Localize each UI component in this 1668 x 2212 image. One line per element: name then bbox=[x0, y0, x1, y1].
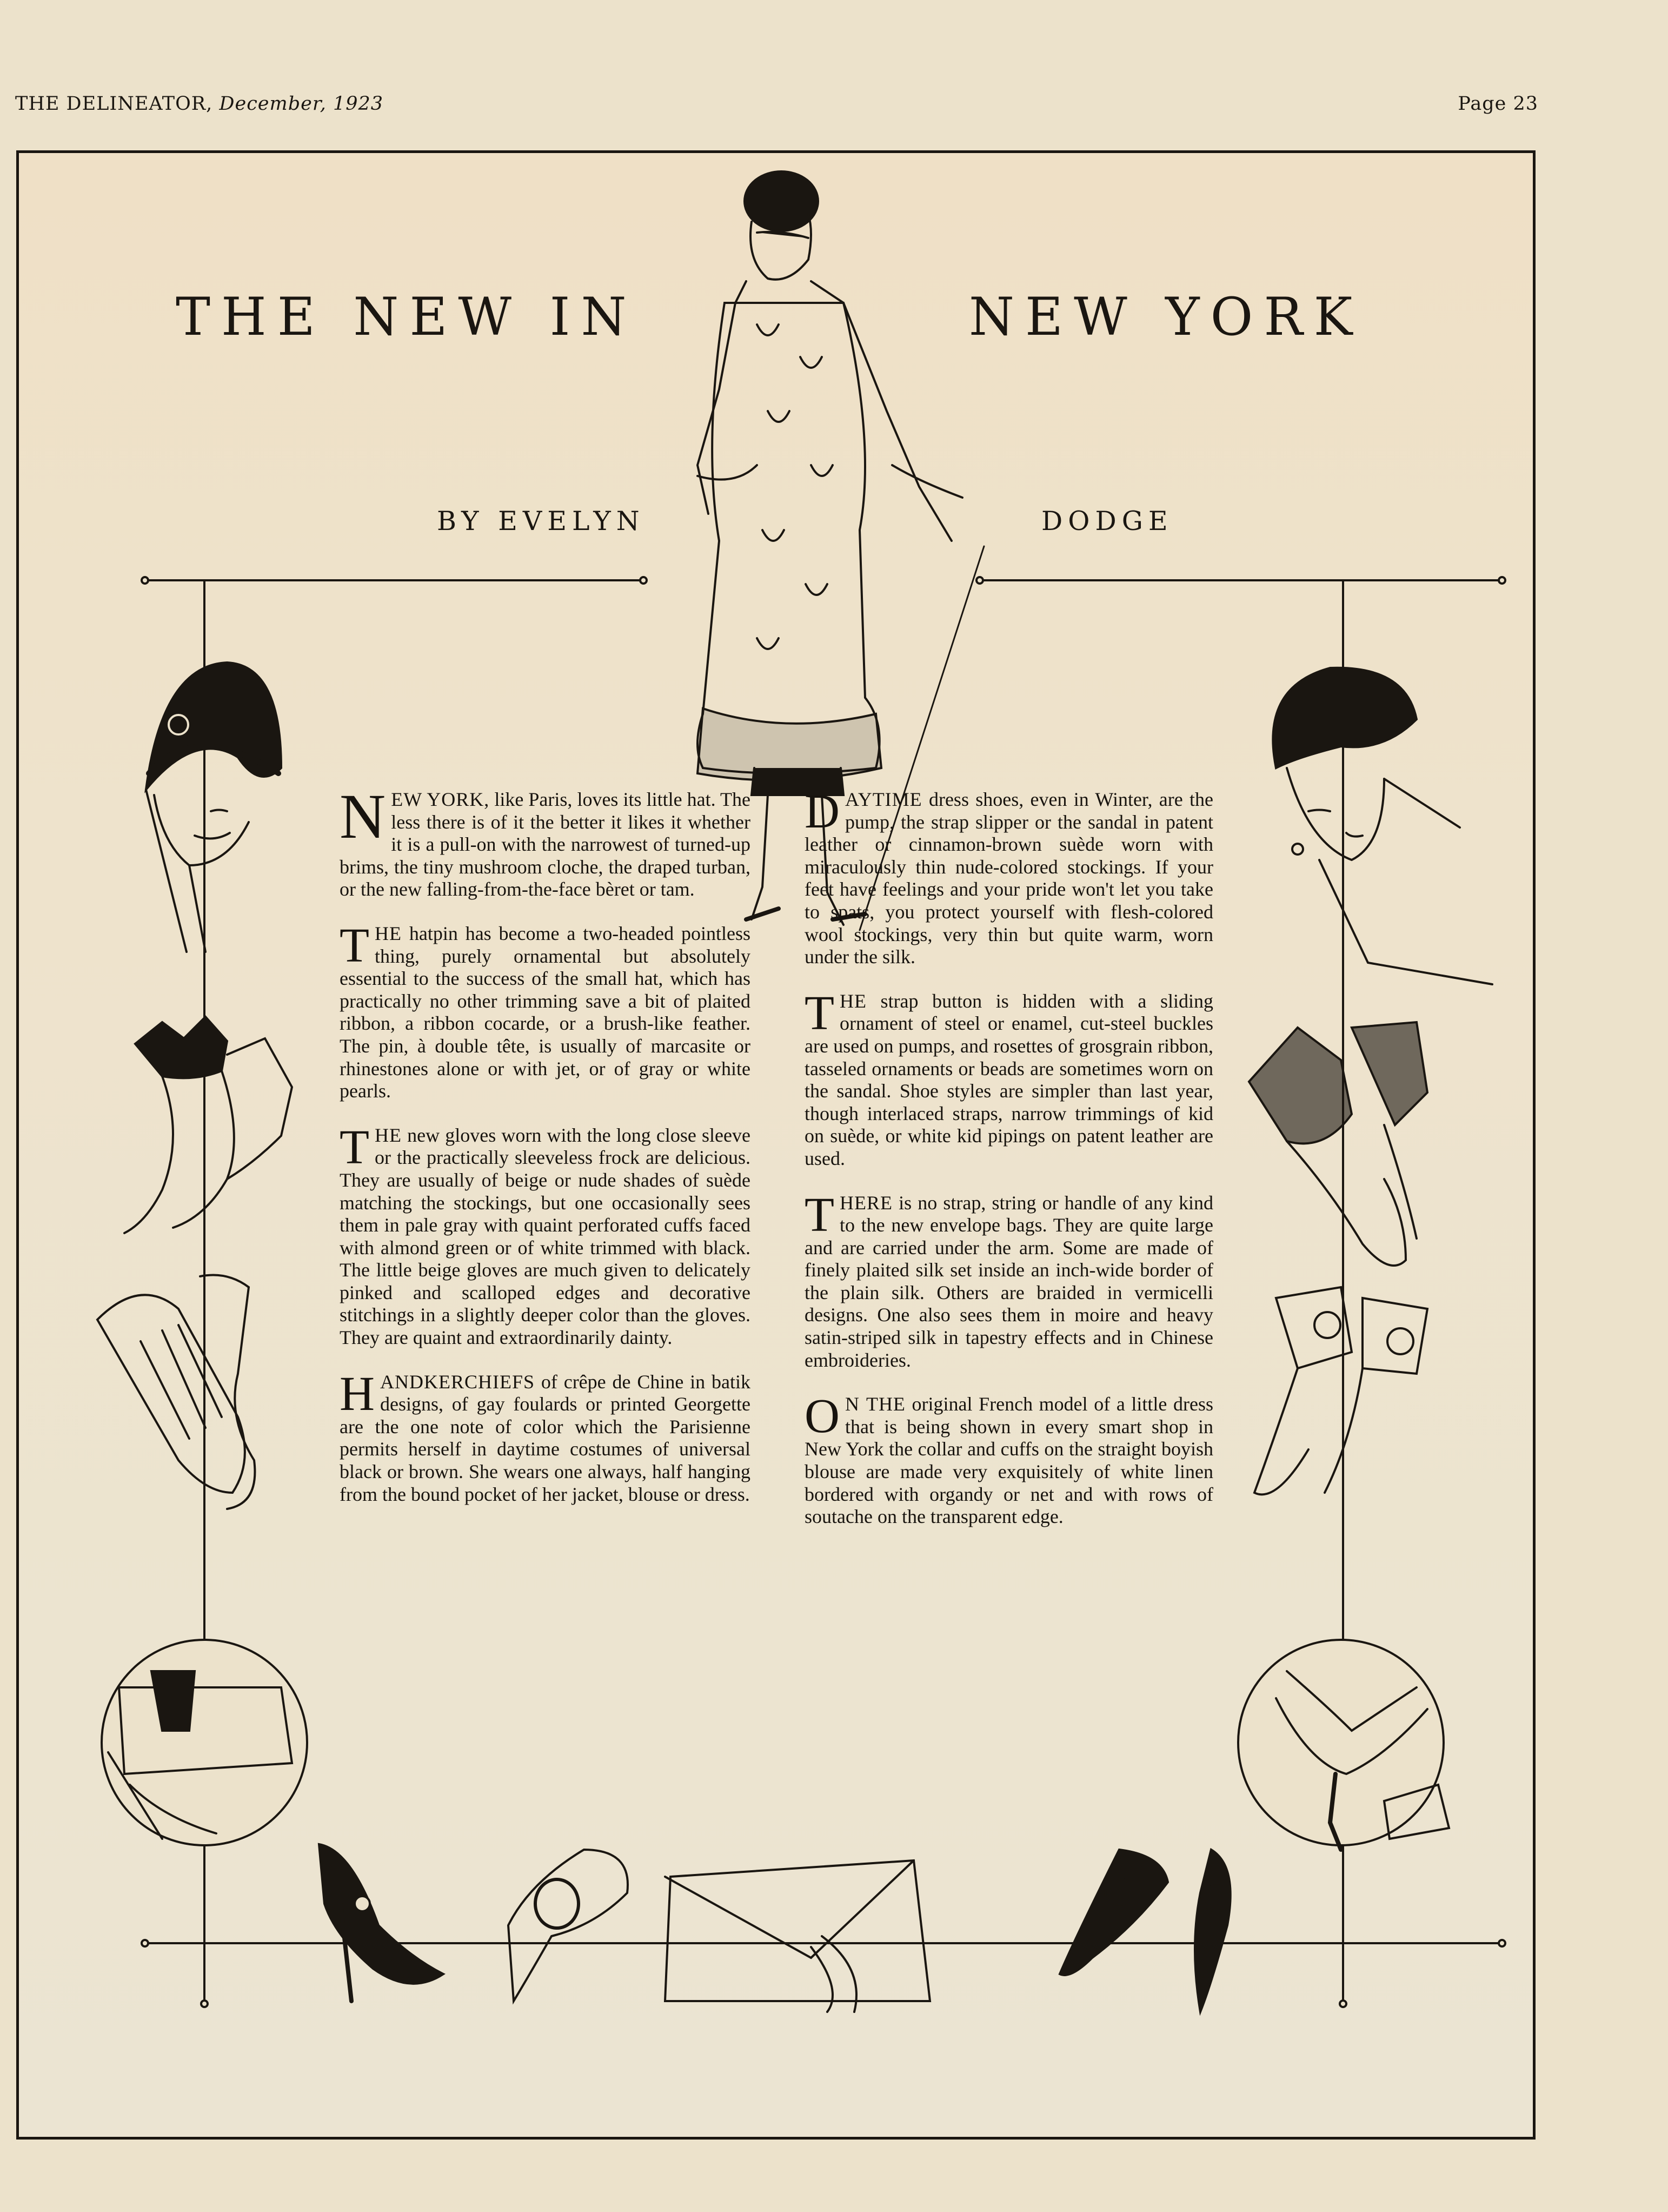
page-number: Page 23 bbox=[1458, 93, 1538, 115]
article-paragraph: THERE is no strap, string or handle of any kind to the new envelope bags. They are quite large and are carried under the arm. Some are made of finely plaited silk set inside an inch-wide border of the plain silk. Others are braided in vermicelli designs. One also sees them in moire and heavy satin-striped silk in tapestry effects and in Chinese embroideries. bbox=[805, 1188, 1213, 1371]
issue-date: December, 1923 bbox=[219, 93, 384, 115]
drop-cap: H bbox=[340, 1367, 375, 1421]
article-paragraph: HANDKERCHIEFS of crêpe de Chine in batik designs, of gay foulards or printed Georgette are the one note of color which the Parisienne permits herself in daytime costumes of universal black or brown. She wears one always, half hanging from the bound pocket of her jacket, blouse or dress. bbox=[340, 1367, 750, 1505]
cloche-hat-illustration bbox=[146, 663, 281, 952]
drop-cap: T bbox=[805, 986, 834, 1040]
drop-cap: T bbox=[805, 1188, 834, 1242]
handkerchief-vignette bbox=[102, 1640, 307, 1845]
gloves-illustration-left bbox=[97, 1017, 292, 1509]
shoes-and-bag-illustration bbox=[319, 1844, 1231, 2012]
beret-hat-illustration bbox=[1273, 668, 1492, 984]
article-paragraph: THE strap button is hidden with a sliding ornament of steel or enamel, cut-steel buckles are used on pumps, and rosettes of grosgrain ribbon, tasseled ornaments or beads are sometimes worn on the sandal. Shoe styles are simpler than last year, though interlaced straps, narrow trimmings of kid on suède, or white kid pipings on patent leather are used. bbox=[805, 986, 1213, 1169]
collar-cuff-vignette bbox=[1238, 1640, 1449, 1850]
drop-cap: T bbox=[340, 1120, 369, 1174]
byline-part-one: BY EVELYN bbox=[437, 506, 645, 537]
title-part-two: NEW YORK bbox=[969, 287, 1364, 347]
drop-cap: N bbox=[340, 781, 386, 852]
drop-cap: T bbox=[340, 918, 369, 972]
drop-cap: D bbox=[805, 785, 840, 838]
top-left-rule bbox=[142, 577, 647, 584]
article-column-right bbox=[805, 785, 1213, 1550]
title-part-one: THE NEW IN bbox=[176, 287, 637, 347]
byline-part-two: DODGE bbox=[1041, 506, 1173, 537]
top-right-rule bbox=[976, 577, 1505, 584]
gloves-illustration-right bbox=[1249, 1022, 1427, 1494]
article-paragraph: THE new gloves worn with the long close sleeve or the practically sleeveless frock are delicious. They are usually of beige or nude shades of suède matching the stockings, but one occasionally sees them in pale gray with quaint perforated cuffs faced with almond green or of white trimmed with black. The little beige gloves are much given to delicately pinked and scalloped edges and decorative stitchings in a slightly deeper color than the gloves. They are quaint and extraordinarily dainty. bbox=[340, 1120, 750, 1349]
article-column-left bbox=[340, 781, 750, 1527]
article-paragraph: O N THE original French model of a little dress that is being shown in every smart shop in New York the collar and cuffs on the straight boyish blouse are made very exquisitely of white linen bordered with organdy or net and with rows of soutache on the transparent edge. bbox=[805, 1389, 1213, 1528]
article-paragraph: NEW YORK, like Paris, loves its little hat. The less there is of it the better it likes it whether it is a pull-on with the narrowest of turned-up brims, the tiny mushroom cloche, the draped turban, or the new falling-from-the-face bèret or tam. bbox=[340, 781, 750, 900]
publication-name: THE DELINEATOR, bbox=[15, 93, 213, 115]
drop-cap: O bbox=[805, 1389, 840, 1443]
article-paragraph: THE hatpin has become a two-headed pointless thing, purely ornamental but absolutely essential to the success of the small hat, which has practically no other trimming save a bit of plaited ribbon, a ribbon cocarde, or a brush-like feather. The pin, à double tête, is usually of marcasite or rhinestones alone or with jet, or of gray or white pearls. bbox=[340, 918, 750, 1102]
article-paragraph: DAYTIME dress shoes, even in Winter, are the pump, the strap slipper or the sandal in patent leather or cinnamon-brown suède worn with miraculously thin nude-colored stockings. If your feet have feelings and your pride won't let you take to spats, you protect yourself with flesh-colored wool stockings, very thin but quite warm, worn under the silk. bbox=[805, 785, 1213, 968]
